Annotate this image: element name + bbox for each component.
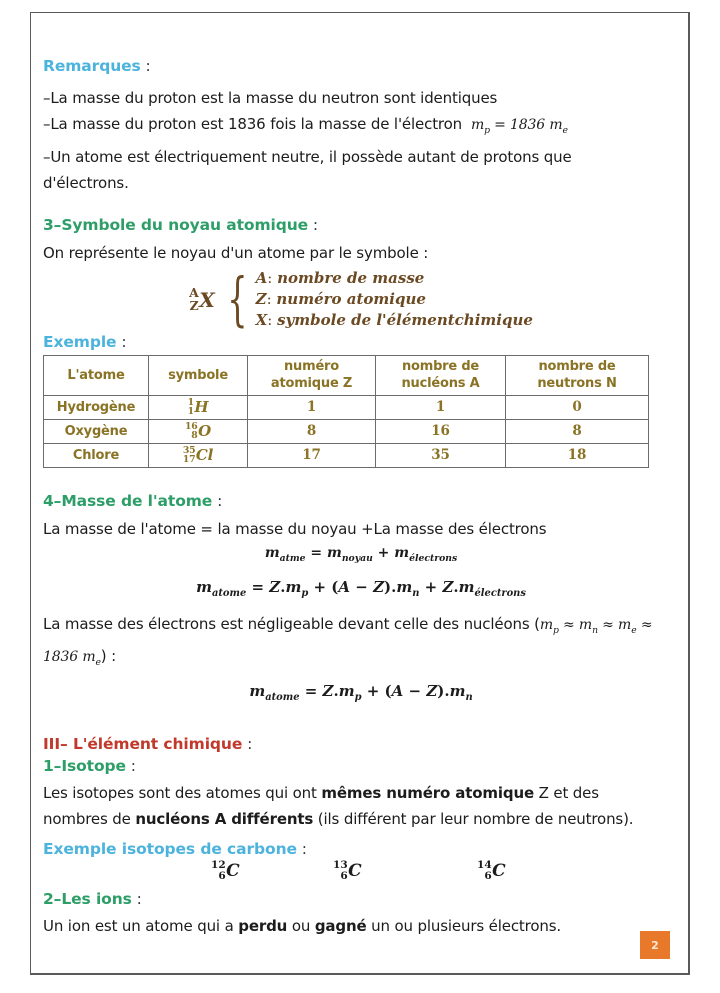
carbon-13-A: 13 — [333, 859, 348, 872]
table-row — [44, 395, 649, 419]
inline-formula-mp-1836me: $m_p = 1836$ $m_e$ — [470, 117, 568, 136]
formula-masse-atome-1: $m_{atme} = m_{noyau} + m_{électrons}$ — [264, 544, 458, 564]
nuclide-legend-item-A: A: nombre de masse — [255, 268, 425, 287]
column-header-neutrons: nombre de neutrons N — [506, 355, 649, 395]
cell-a-oxygene: 16 — [376, 419, 506, 443]
exemple-heading — [43, 333, 679, 351]
cell-n-oxygene: 8 — [506, 419, 649, 443]
exemple-heading-colon: : — [121, 332, 127, 351]
remarques-heading-colon: : — [145, 57, 151, 75]
nuclide-legend-text-X: symbole de l'élémentchimique — [277, 310, 533, 329]
nuclide-oxygen-symbol: O — [198, 421, 211, 440]
carbon-13-Z: 6 — [340, 869, 348, 882]
nuclide-atomic-number: Z — [189, 297, 199, 313]
section-3-heading-label: 3–Symbole du noyau atomique — [43, 215, 309, 234]
cell-z-hydrogene: 1 — [248, 395, 376, 419]
isotope-def-part-3: (ils différent par leur nombre de neutrons). — [313, 810, 634, 829]
nuclide-legend-key-A: A — [255, 268, 268, 287]
section-4-line-2 — [43, 611, 657, 677]
nuclide-mass-number: A — [189, 285, 199, 301]
ions-def-part-2: ou — [287, 917, 315, 936]
carbon-isotopes-heading-colon: : — [301, 840, 307, 859]
page-number-label: 2 — [651, 938, 659, 952]
isotope-heading — [43, 757, 679, 775]
column-header-numero-atomique: numéro atomique Z — [248, 355, 376, 395]
section-4-heading-label: 4–Masse de l'atome — [43, 491, 213, 510]
nuclide-definition-block — [43, 265, 679, 334]
cell-n-chlore: 18 — [506, 443, 649, 467]
table-row — [44, 443, 649, 467]
cell-atome-hydrogene: Hydrogène — [44, 395, 149, 419]
column-header-nucleons: nombre de nucléons A — [376, 355, 506, 395]
carbon-12-symbol: C — [226, 860, 240, 881]
cell-a-chlore: 35 — [376, 443, 506, 467]
formula-masse-atome-3: $m_{atome} = Z.m_p + (A - Z).m_n$ — [249, 682, 473, 704]
isotope-heading-label: 1–Isotope — [43, 757, 126, 776]
carbon-isotopes-row — [43, 858, 679, 888]
nuclide-chlorine-Z: 17 — [182, 454, 196, 466]
nuclide-oxygen — [185, 422, 211, 441]
section-3-heading-colon: : — [312, 215, 318, 234]
ions-def-bold-1: perdu — [238, 917, 288, 936]
isotope-def-part-2: Z et des nombres de — [43, 784, 599, 829]
remarques-heading-label: Remarques — [43, 57, 141, 75]
nuclide-legend-item-X: X: symbole de l'élémentchimique — [255, 310, 533, 329]
carbon-14 — [477, 860, 506, 882]
column-header-atome: L'atome — [44, 355, 149, 395]
carbon-13 — [333, 860, 362, 882]
ions-heading-label: 2–Les ions — [43, 890, 132, 909]
carbon-14-Z: 6 — [484, 869, 492, 882]
section-4-line-2-text-a: La masse des électrons est négligeable devant celle des nucléons ( — [43, 614, 540, 633]
section-III-heading — [43, 735, 679, 753]
carbon-13-symbol: C — [348, 860, 362, 881]
carbon-14-symbol: C — [492, 860, 506, 881]
page-content — [43, 13, 679, 974]
remarque-item-3-text: –Un atome est électriquement neutre, il possède autant de protons que d'électrons. — [43, 147, 572, 192]
nuclide-element-symbol: X — [199, 287, 215, 312]
atoms-table — [43, 355, 649, 468]
section-4-heading-colon: : — [217, 491, 223, 510]
section-3-intro-text: On représente le noyau d'un atome par le symbole : — [43, 243, 429, 262]
nuclide-legend-key-X: X — [255, 310, 268, 329]
page-number-badge — [640, 931, 670, 959]
section-3-heading — [43, 216, 679, 234]
nuclide-oxygen-Z: 8 — [191, 430, 198, 442]
section-4-line-2-text-b: ) : — [100, 647, 117, 666]
nuclide-oxygen-A: 16 — [185, 420, 198, 432]
ions-heading — [43, 890, 679, 908]
nuclide-chlorine-symbol: Cl — [195, 445, 214, 464]
formula-masse-atome-2: $m_{atome} = Z.m_p + (A - Z).m_n + Z.m_{électrons}$ — [196, 577, 526, 599]
ions-def-part-1: Un ion est un atome qui a — [43, 917, 239, 936]
carbon-isotopes-heading-label: Exemple isotopes de carbone — [43, 840, 297, 859]
ions-definition — [43, 913, 679, 939]
cell-symbole-oxygene — [149, 419, 248, 443]
nuclide-chlorine — [183, 446, 213, 465]
isotope-definition — [43, 780, 651, 832]
cell-n-hydrogene: 0 — [506, 395, 649, 419]
nuclide-symbol-AZX — [189, 286, 215, 312]
section-4-line-1-text: La masse de l'atome = la masse du noyau +La masse des électrons — [43, 519, 547, 538]
column-header-symbole: symbole — [149, 355, 248, 395]
nuclide-legend-text-A: nombre de masse — [277, 268, 425, 287]
section-4-line-1 — [43, 516, 679, 542]
remarque-item-1 — [43, 85, 679, 111]
table-row — [44, 419, 649, 443]
remarque-item-3 — [43, 144, 653, 196]
section-4-heading — [43, 492, 679, 510]
cell-atome-chlore: Chlore — [44, 443, 149, 467]
table-header-row — [44, 355, 649, 395]
nuclide-hydrogen-Z: 1 — [187, 406, 194, 418]
nuclide-hydrogen-A: 1 — [187, 396, 194, 408]
remarque-item-1-text: –La masse du proton est la masse du neutron sont identiques — [43, 89, 498, 107]
nuclide-legend-text-Z: numéro atomique — [276, 289, 426, 308]
nuclide-legend-key-Z: Z — [255, 289, 267, 308]
nuclide-hydrogen — [188, 398, 209, 417]
isotope-heading-colon: : — [130, 757, 136, 776]
left-brace-icon: { — [227, 265, 248, 334]
cell-z-oxygene: 8 — [248, 419, 376, 443]
remarque-item-2-text: –La masse du proton est 1836 fois la masse de l'électron — [43, 115, 462, 133]
nuclide-chlorine-A: 35 — [182, 444, 196, 456]
nuclide-legend-list — [250, 268, 533, 331]
ions-def-part-3: un ou plusieurs électrons. — [366, 917, 562, 936]
carbon-isotopes-heading — [43, 840, 679, 858]
inline-math-mp: $m_p \approx m_n \approx m_e \approx 1836$ $m_e$ — [43, 616, 653, 669]
ions-def-bold-2: gagné — [314, 917, 367, 936]
section-3-intro — [43, 240, 679, 266]
ions-heading-colon: : — [136, 890, 142, 909]
cell-symbole-hydrogene — [149, 395, 248, 419]
cell-symbole-chlore — [149, 443, 248, 467]
cell-atome-oxygene: Oxygène — [44, 419, 149, 443]
exemple-heading-label: Exemple — [43, 332, 117, 351]
nuclide-hydrogen-symbol: H — [194, 397, 209, 416]
isotope-def-bold-2: nucléons A différents — [135, 810, 314, 829]
remarque-item-2 — [43, 111, 679, 144]
remarques-heading — [43, 57, 679, 75]
carbon-12-A: 12 — [211, 859, 226, 872]
section-III-heading-colon: : — [247, 735, 253, 754]
document-page — [30, 12, 690, 975]
nuclide-legend-item-Z: Z: numéro atomique — [255, 289, 426, 308]
carbon-12 — [211, 860, 240, 882]
section-III-heading-label: III– L'élément chimique — [43, 735, 243, 754]
isotope-def-part-1: Les isotopes sont des atomes qui ont — [43, 784, 322, 803]
cell-z-chlore: 17 — [248, 443, 376, 467]
cell-a-hydrogene: 1 — [376, 395, 506, 419]
isotope-def-bold-1: mêmes numéro atomique — [321, 784, 535, 803]
carbon-14-A: 14 — [477, 859, 492, 872]
carbon-12-Z: 6 — [218, 869, 226, 882]
